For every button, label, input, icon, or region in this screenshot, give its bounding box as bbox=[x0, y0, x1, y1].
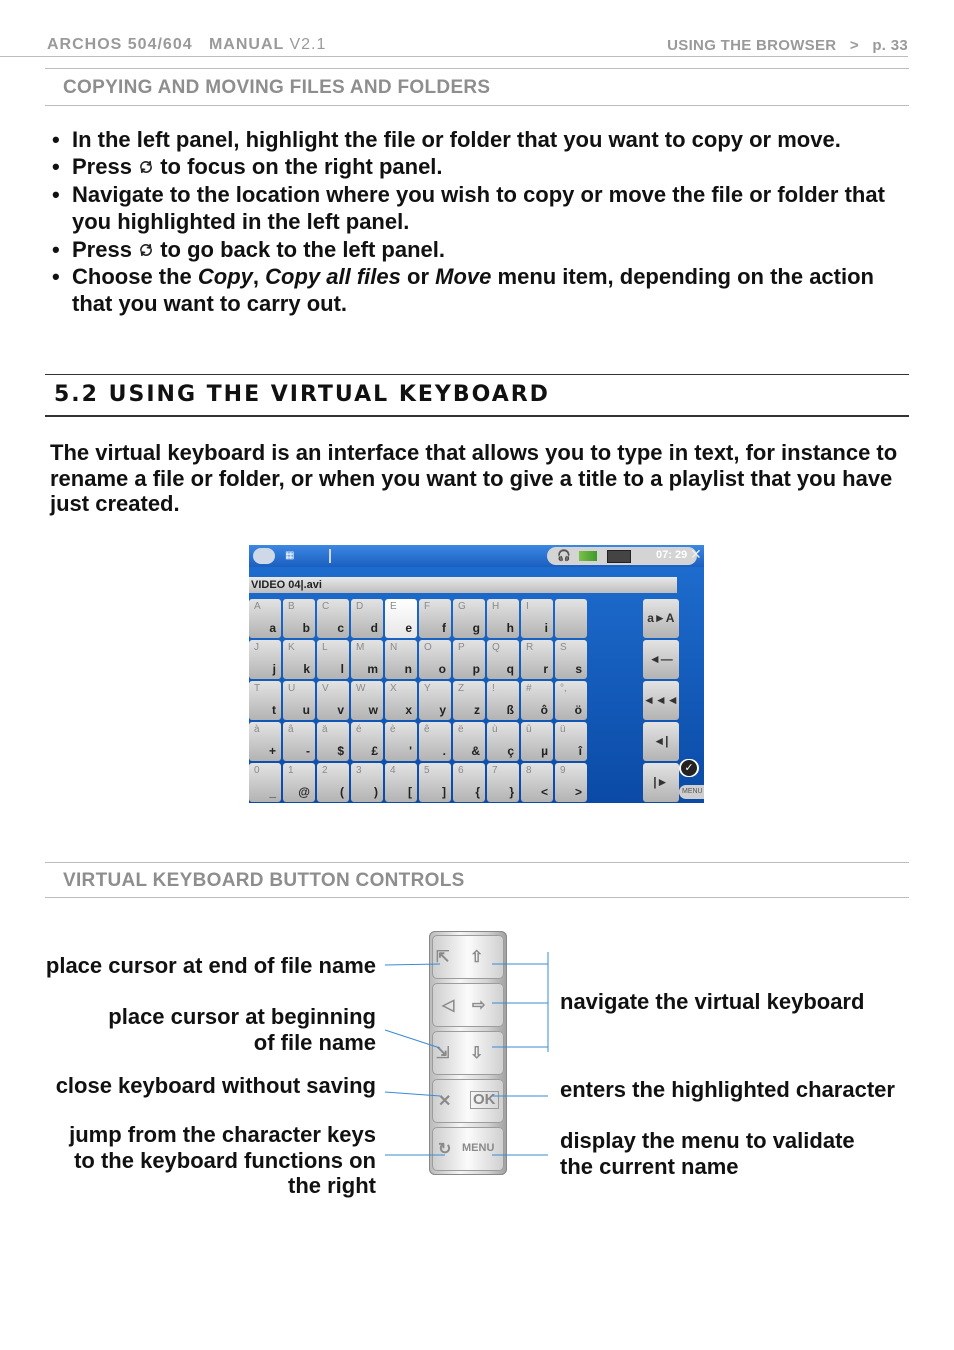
key-upper: Z bbox=[458, 683, 465, 694]
label-cursor-end: place cursor at end of file name bbox=[45, 953, 376, 978]
key-lower: w bbox=[368, 703, 378, 717]
arrow-down-icon: ⇩ bbox=[470, 1045, 484, 1062]
cycle-icon: ↻ bbox=[438, 1141, 452, 1158]
key-lower: g bbox=[472, 621, 480, 635]
key-lower: [ bbox=[408, 785, 412, 799]
list-item: • Press to go back to the left panel. bbox=[52, 236, 912, 263]
key-lower: y bbox=[439, 703, 446, 717]
list-item: • In the left panel, highlight the file or folder that you want to copy or move. bbox=[52, 126, 912, 153]
key-upper: I bbox=[526, 601, 529, 612]
key-upper: 4 bbox=[390, 765, 396, 776]
menu-term-copy-all: Copy all files bbox=[265, 264, 401, 290]
key-upper: F bbox=[424, 601, 431, 612]
list-item: • Choose the Copy, Copy all files or Move menu item, depending on the action that you want to carry out. bbox=[52, 263, 912, 318]
key-upper: ü bbox=[560, 724, 566, 735]
key-upper: 7 bbox=[492, 765, 498, 776]
label-enter-char: enters the highlighted character bbox=[560, 1077, 895, 1102]
key-upper: J bbox=[254, 642, 259, 653]
key-lower: p bbox=[472, 662, 480, 676]
brand: ARCHOS 504/604 bbox=[47, 36, 193, 53]
key-lower: $ bbox=[337, 744, 344, 758]
key-lower: l bbox=[340, 662, 344, 676]
key-upper: 1 bbox=[288, 765, 294, 776]
key-lower: t bbox=[272, 703, 276, 717]
key-upper: 2 bbox=[322, 765, 328, 776]
key-lower: i bbox=[544, 621, 548, 635]
key-lower: q bbox=[506, 662, 514, 676]
cursor-end-icon: ⇱ bbox=[436, 949, 450, 966]
close-icon: ✕ bbox=[438, 1093, 452, 1110]
key-upper: U bbox=[288, 683, 296, 694]
key-upper: 9 bbox=[560, 765, 566, 776]
key-lower: < bbox=[540, 785, 548, 799]
menu-term-move: Move bbox=[435, 264, 492, 290]
list-item: • Navigate to the location where you wish to copy or move the file or folder that you highlighted in the left panel. bbox=[52, 181, 912, 236]
key-upper: D bbox=[356, 601, 364, 612]
arrow-right-icon: ⇨ bbox=[472, 997, 486, 1014]
key-lower: o bbox=[438, 662, 446, 676]
close-icon: ✕ bbox=[690, 546, 702, 562]
key-upper: Q bbox=[492, 642, 500, 653]
key-lower: ) bbox=[374, 785, 378, 799]
key-upper: E bbox=[390, 601, 397, 612]
key-lower: ( bbox=[340, 785, 344, 799]
key-upper: L bbox=[322, 642, 328, 653]
key-upper: A bbox=[254, 601, 261, 612]
key-lower: z bbox=[474, 703, 480, 717]
key-lower: j bbox=[272, 662, 276, 676]
key-lower: r bbox=[543, 662, 548, 676]
key-lower: & bbox=[471, 744, 480, 758]
menu-term-copy: Copy bbox=[197, 264, 253, 290]
key-upper: 8 bbox=[526, 765, 532, 776]
key-lower: _ bbox=[269, 785, 276, 799]
label-navigate: navigate the virtual keyboard bbox=[560, 989, 865, 1014]
key-upper: K bbox=[288, 642, 295, 653]
copying-title: COPYING AND MOVING FILES AND FOLDERS bbox=[63, 77, 491, 98]
key-lower: ß bbox=[506, 703, 514, 717]
key-lower: k bbox=[303, 662, 310, 676]
key-lower: b bbox=[302, 621, 310, 635]
key-upper: 6 bbox=[458, 765, 464, 776]
key-upper: C bbox=[322, 601, 330, 612]
key-lower: ö bbox=[574, 703, 582, 717]
key-lower: a bbox=[269, 621, 276, 635]
key-lower: x bbox=[405, 703, 412, 717]
key-lower: d bbox=[370, 621, 378, 635]
key-upper: H bbox=[492, 601, 500, 612]
key-lower: f bbox=[442, 621, 446, 635]
label-close-keyboard: close keyboard without saving bbox=[55, 1073, 376, 1098]
key-upper: ! bbox=[492, 683, 495, 694]
label-display-menu: display the menu to validate the current name bbox=[560, 1128, 855, 1179]
key-upper: 3 bbox=[356, 765, 362, 776]
ok-label: OK bbox=[470, 1091, 499, 1109]
key-upper: S bbox=[560, 642, 567, 653]
key-upper: °, bbox=[560, 683, 567, 694]
section-name: USING THE BROWSER bbox=[667, 37, 837, 54]
key-upper: B bbox=[288, 601, 295, 612]
key-upper: ù bbox=[492, 724, 498, 735]
key-upper: é bbox=[356, 724, 362, 735]
key-upper: û bbox=[526, 724, 532, 735]
check-icon: ✓ bbox=[679, 759, 699, 777]
key-upper: 5 bbox=[424, 765, 430, 776]
key-upper: ê bbox=[424, 724, 430, 735]
controls-title: VIRTUAL KEYBOARD BUTTON CONTROLS bbox=[63, 870, 465, 891]
key-lower: ] bbox=[442, 785, 446, 799]
key-upper: è bbox=[390, 724, 396, 735]
key-upper: P bbox=[458, 642, 465, 653]
key-lower: î bbox=[578, 744, 582, 758]
key-upper: 0 bbox=[254, 765, 260, 776]
key-upper: # bbox=[526, 683, 532, 694]
key-upper: Y bbox=[424, 683, 431, 694]
key-lower: n bbox=[404, 662, 412, 676]
key-upper: G bbox=[458, 601, 466, 612]
list-item: • Press to focus on the right panel. bbox=[52, 153, 912, 180]
intro-paragraph: The virtual keyboard is an interface that allows you to type in text, for instance to rename a file or folder, or when you want to give a title to a playlist that you have just created. bbox=[50, 440, 898, 517]
key-upper: T bbox=[254, 683, 261, 694]
function-key[interactable]: |► bbox=[643, 763, 679, 802]
key-upper: M bbox=[356, 642, 365, 653]
label-jump-functions: jump from the character keys to the keyboard functions on the right bbox=[69, 1122, 376, 1199]
key-lower: µ bbox=[541, 744, 548, 758]
key-upper: X bbox=[390, 683, 397, 694]
key-lower: } bbox=[509, 785, 514, 799]
key-lower: v bbox=[337, 703, 344, 717]
key-upper: â bbox=[288, 724, 294, 735]
key-upper: V bbox=[322, 683, 329, 694]
key-upper: W bbox=[356, 683, 366, 694]
key-upper: N bbox=[390, 642, 398, 653]
page-number: p. 33 bbox=[872, 37, 908, 54]
key-lower: - bbox=[306, 744, 310, 758]
key-upper: R bbox=[526, 642, 534, 653]
key-lower: c bbox=[337, 621, 344, 635]
key-lower: . bbox=[442, 744, 446, 758]
arrow-up-icon: ⇧ bbox=[470, 949, 484, 966]
function-key[interactable]: a►A bbox=[643, 599, 679, 638]
key-upper: ë bbox=[458, 724, 464, 735]
key-lower: ô bbox=[540, 703, 548, 717]
function-key[interactable]: ◄— bbox=[643, 640, 679, 679]
menu-label: MENU bbox=[462, 1142, 495, 1154]
key-lower: @ bbox=[298, 785, 310, 799]
key-lower: u bbox=[302, 703, 310, 717]
function-key[interactable]: ◄◄◄ bbox=[643, 681, 679, 720]
manual-label: MANUAL bbox=[208, 36, 284, 53]
callout-line bbox=[385, 964, 440, 965]
key-lower: { bbox=[475, 785, 480, 799]
grid-icon: ▦ bbox=[285, 550, 295, 561]
key-lower: > bbox=[574, 785, 582, 799]
key-lower: e bbox=[405, 621, 412, 635]
section-heading: 5.2 USING THE VIRTUAL KEYBOARD bbox=[54, 382, 550, 407]
key-upper: ä bbox=[322, 724, 328, 735]
headphones-icon: 🎧 bbox=[557, 550, 571, 562]
key-lower: £ bbox=[371, 744, 378, 758]
version: V2.1 bbox=[289, 36, 327, 53]
function-key[interactable]: ◄| bbox=[643, 722, 679, 761]
filename-field: VIDEO 04|.avi bbox=[249, 577, 677, 593]
menu-button: MENU bbox=[679, 785, 704, 799]
key-lower: ' bbox=[409, 744, 412, 758]
separator: > bbox=[849, 37, 859, 54]
key-lower: + bbox=[268, 744, 276, 758]
callout-line bbox=[385, 1030, 440, 1048]
key-upper: O bbox=[424, 642, 432, 653]
clock: 07: 29 bbox=[656, 549, 688, 561]
arrow-left-icon: ◁ bbox=[442, 997, 455, 1014]
key-lower: ç bbox=[507, 744, 514, 758]
cursor-begin-icon: ⇲ bbox=[436, 1045, 450, 1062]
label-cursor-begin: place cursor at beginning of file name bbox=[108, 1004, 376, 1055]
key-lower: s bbox=[575, 662, 582, 676]
key-lower: h bbox=[506, 621, 514, 635]
callout-line bbox=[385, 1092, 440, 1096]
key-upper: à bbox=[254, 724, 260, 735]
key-lower: m bbox=[367, 662, 378, 676]
